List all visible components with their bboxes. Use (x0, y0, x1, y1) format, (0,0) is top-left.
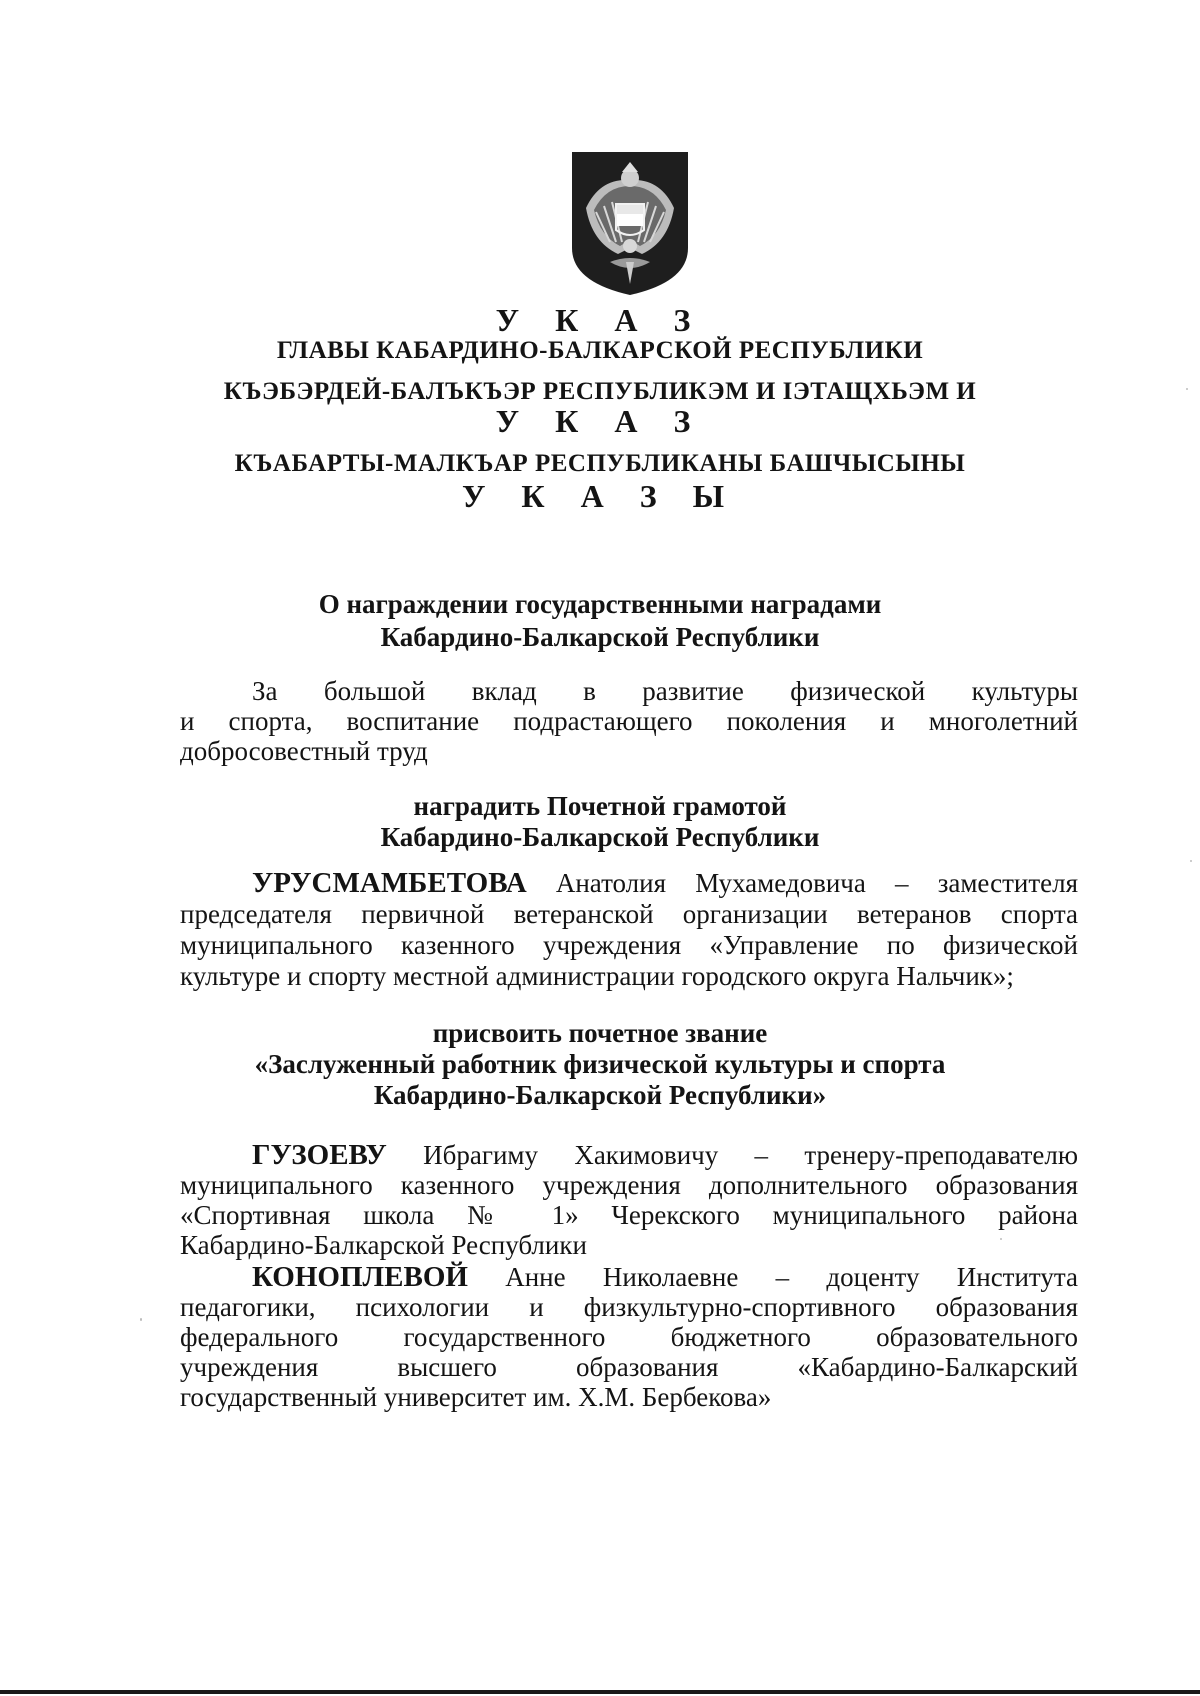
awardee-line: председателя первичной ветеранской организации ветеранов спорта (180, 899, 1078, 929)
section-heading: Кабардино-Балкарской Республики (380, 822, 820, 852)
awardee-line: культуре и спорту местной администрации городского округа Нальчик»; (180, 961, 1014, 991)
preamble-line: добросовестный труд (180, 736, 428, 766)
section-heading: присвоить почетное звание (432, 1018, 768, 1048)
awardee-surname: КОНОПЛЕВОЙ (252, 1261, 468, 1293)
preamble-line: и спорта, воспитание подрастающего поколения и многолетний (180, 706, 1078, 736)
scan-speck (1190, 860, 1192, 862)
awardee-line (252, 1140, 1078, 1170)
awardee-line: «Спортивная школа № 1» Черекского муниципального района (180, 1200, 1078, 1230)
scan-speck (1000, 1238, 1002, 1240)
awardee-line (252, 1262, 1078, 1292)
awardee-surname: УРУСМАМБЕТОВА (252, 867, 527, 899)
decree-title-line-2: Кабардино-Балкарской Республики (380, 622, 820, 652)
awardee-text: Анатолия Мухамедовича – заместителя (555, 868, 1078, 898)
awardee-surname: ГУЗОЕВУ (252, 1139, 387, 1171)
header-line-balkar: КЪАБАРТЫ-МАЛКЪАР РЕСПУБЛИКАНЫ БАШЧЫСЫНЫ (234, 450, 966, 477)
section-heading: наградить Почетной грамотой (413, 791, 787, 821)
decree-word: У К А З (495, 302, 705, 338)
decree-word-balkar: У К А З Ы (461, 478, 739, 514)
section-heading: Кабардино-Балкарской Республики» (373, 1080, 827, 1110)
decree-word-kabardian: У К А З (495, 403, 705, 439)
awardee-line: государственный университет им. Х.М. Бербекова» (180, 1382, 772, 1412)
section-heading: «Заслуженный работник физической культуры и спорта (254, 1049, 946, 1079)
awardee-text: Анне Николаевне – доценту Института (505, 1262, 1078, 1292)
awardee-line: федерального государственного бюджетного образовательного (180, 1322, 1078, 1352)
decree-title-line-1: О награждении государственными наградами (318, 589, 882, 619)
scan-speck (1186, 388, 1188, 390)
header-line-russian: ГЛАВЫ КАБАРДИНО-БАЛКАРСКОЙ РЕСПУБЛИКИ (276, 337, 924, 364)
awardee-line: муниципального казенного учреждения «Управление по физической (180, 930, 1078, 960)
awardee-line: Кабардино-Балкарской Республики (180, 1230, 587, 1260)
header-line-kabardian: КЪЭБЭРДЕЙ-БАЛЪКЪЭР РЕСПУБЛИКЭМ И ІЭТАЩХЬЭМ И (223, 378, 977, 405)
awardee-text: Ибрагиму Хакимовичу – тренеру-преподавателю (423, 1140, 1078, 1170)
awardee-line: учреждения высшего образования «Кабардино-Балкарский (180, 1352, 1078, 1382)
awardee-line: педагогики, психологии и физкультурно-спортивного образования (180, 1292, 1078, 1322)
coat-of-arms-emblem (570, 150, 690, 297)
awardee-line (252, 868, 1078, 898)
preamble-line: За большой вклад в развитие физической культуры (252, 676, 1078, 706)
scan-speck (140, 1318, 142, 1321)
scan-edge-line (0, 1690, 1200, 1694)
awardee-line: муниципального казенного учреждения дополнительного образования (180, 1170, 1078, 1200)
